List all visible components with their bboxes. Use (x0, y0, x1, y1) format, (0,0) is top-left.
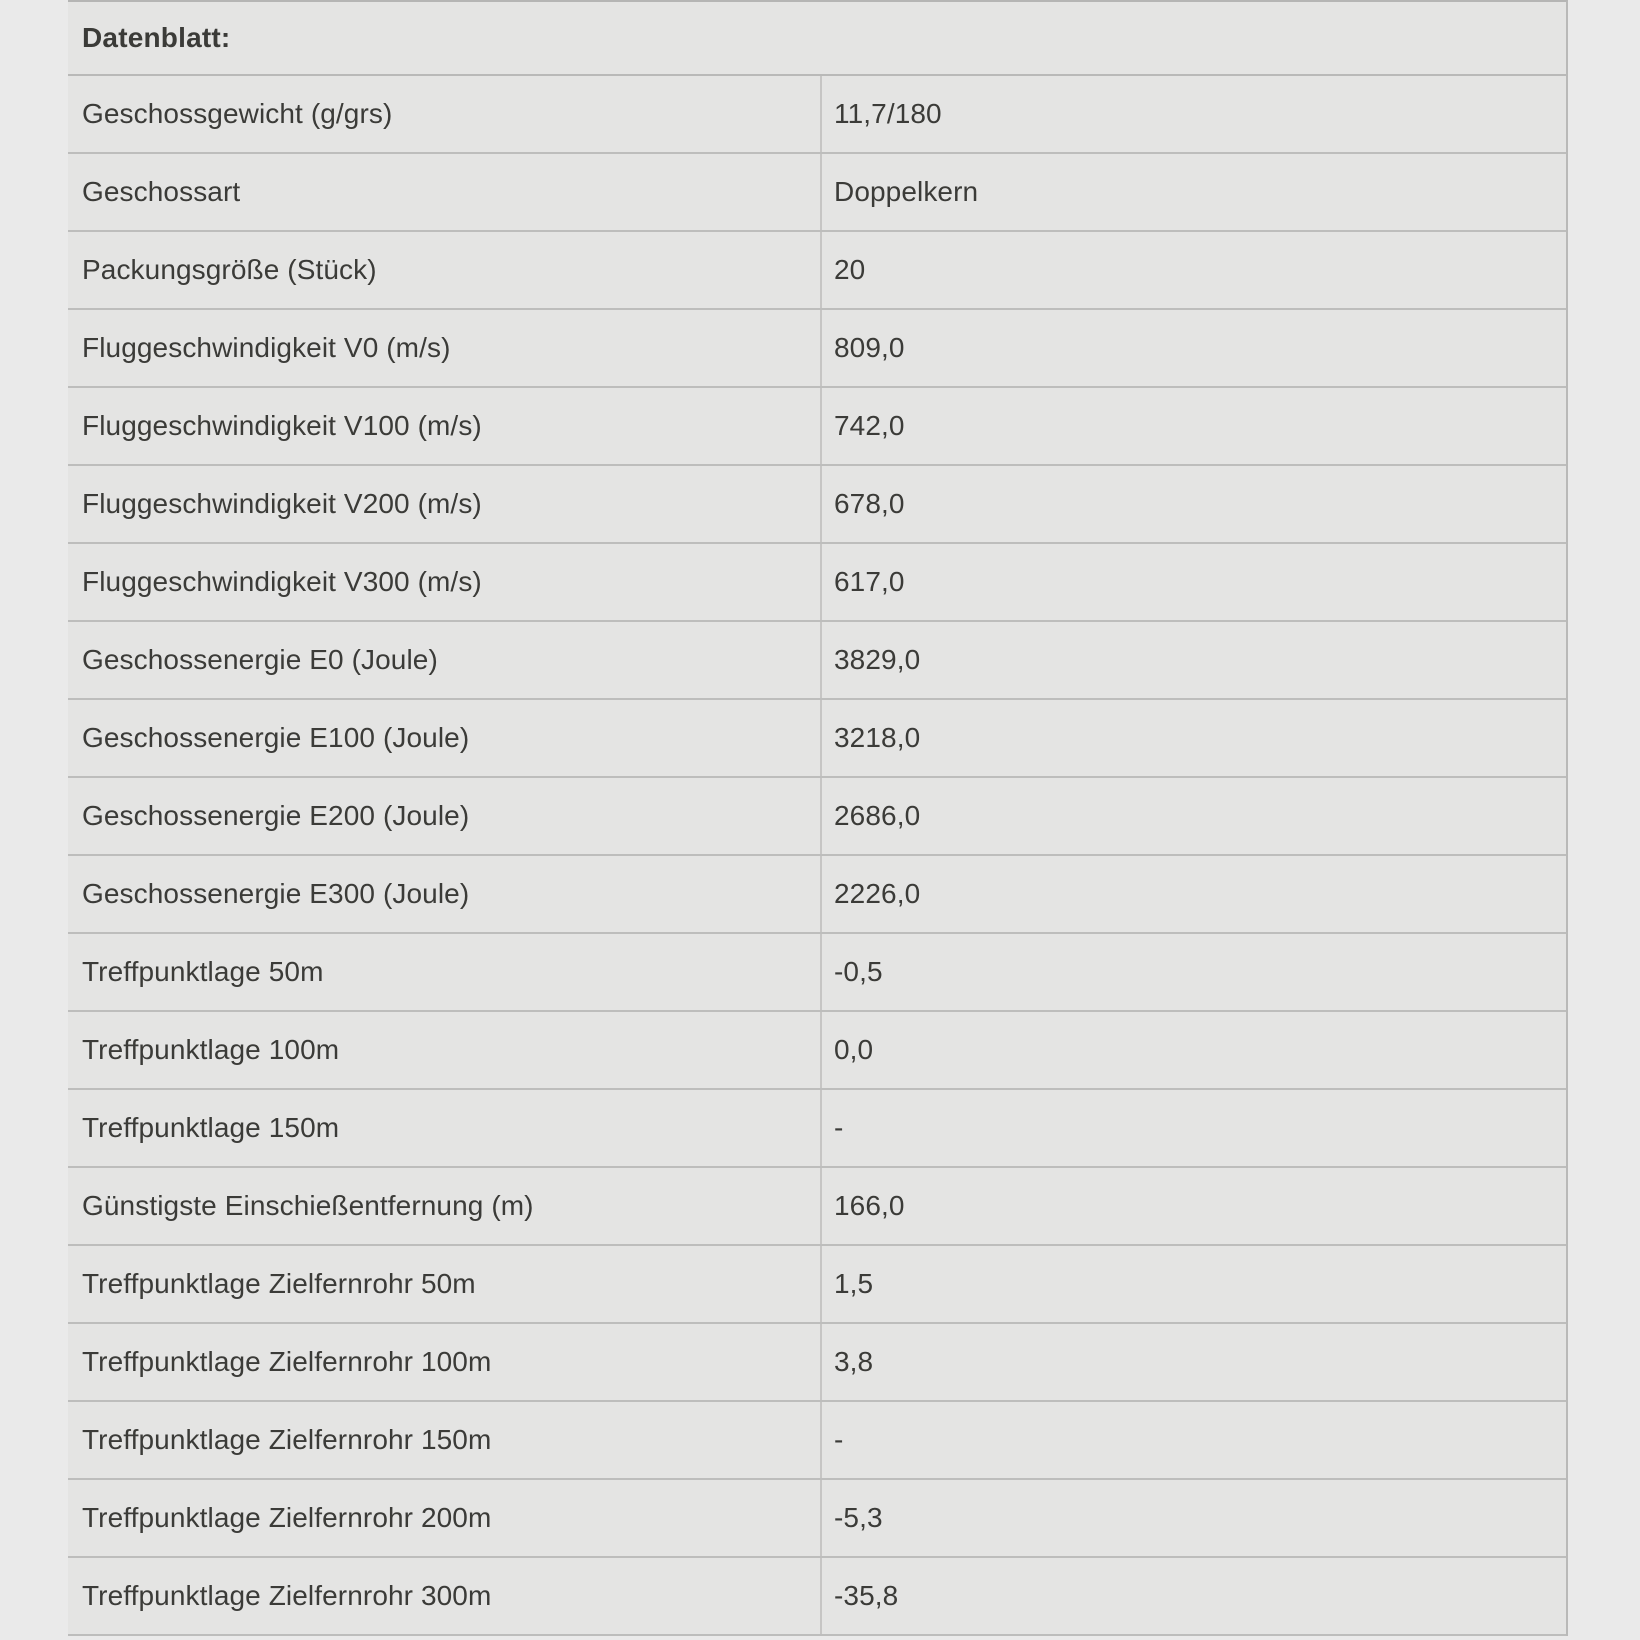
row-value: 809,0 (820, 310, 1566, 386)
table-row (68, 1402, 1566, 1480)
row-value: -0,5 (820, 934, 1566, 1010)
table-row (68, 934, 1566, 1012)
table-row (68, 700, 1566, 778)
datasheet-title: Datenblatt: (68, 2, 1566, 76)
datasheet-rows (68, 76, 1566, 1636)
table-row (68, 1090, 1566, 1168)
table-row (68, 1558, 1566, 1636)
row-value: 678,0 (820, 466, 1566, 542)
row-label: Packungsgröße (Stück) (82, 254, 377, 285)
row-value: 3218,0 (820, 700, 1566, 776)
row-label: Treffpunktlage 50m (82, 956, 324, 987)
row-label: Treffpunktlage Zielfernrohr 100m (82, 1346, 492, 1377)
row-label: Günstigste Einschießentfernung (m) (82, 1190, 534, 1221)
row-label: Fluggeschwindigkeit V300 (m/s) (82, 566, 482, 597)
table-row (68, 544, 1566, 622)
row-label: Treffpunktlage 150m (82, 1112, 340, 1143)
row-label: Treffpunktlage Zielfernrohr 300m (82, 1580, 492, 1611)
row-value: - (820, 1090, 1566, 1166)
row-value: 2226,0 (820, 856, 1566, 932)
row-label: Geschossgewicht (g/grs) (82, 98, 393, 129)
row-value: -35,8 (820, 1558, 1566, 1634)
row-value: Doppelkern (820, 154, 1566, 230)
row-value: 2686,0 (820, 778, 1566, 854)
table-row (68, 310, 1566, 388)
table-row (68, 1480, 1566, 1558)
table-row (68, 1012, 1566, 1090)
row-label: Geschossart (82, 176, 241, 207)
row-label: Fluggeschwindigkeit V0 (m/s) (82, 332, 451, 363)
row-value: 617,0 (820, 544, 1566, 620)
row-label: Geschossenergie E0 (Joule) (82, 644, 438, 675)
row-value: 166,0 (820, 1168, 1566, 1244)
row-value: 0,0 (820, 1012, 1566, 1088)
row-value: 20 (820, 232, 1566, 308)
row-value: 1,5 (820, 1246, 1566, 1322)
table-row (68, 622, 1566, 700)
table-row (68, 856, 1566, 934)
row-value: 3,8 (820, 1324, 1566, 1400)
row-value: 11,7/180 (820, 76, 1566, 152)
table-row (68, 466, 1566, 544)
table-row (68, 778, 1566, 856)
table-row (68, 154, 1566, 232)
row-label: Treffpunktlage Zielfernrohr 200m (82, 1502, 492, 1533)
row-value: 3829,0 (820, 622, 1566, 698)
row-label: Treffpunktlage Zielfernrohr 150m (82, 1424, 492, 1455)
row-label: Geschossenergie E300 (Joule) (82, 878, 470, 909)
row-label: Geschossenergie E100 (Joule) (82, 722, 470, 753)
row-label: Geschossenergie E200 (Joule) (82, 800, 470, 831)
datasheet-table (68, 0, 1568, 1636)
table-row (68, 232, 1566, 310)
table-row (68, 76, 1566, 154)
table-row (68, 388, 1566, 466)
row-label: Treffpunktlage Zielfernrohr 50m (82, 1268, 476, 1299)
row-value: - (820, 1402, 1566, 1478)
row-value: 742,0 (820, 388, 1566, 464)
row-label: Fluggeschwindigkeit V100 (m/s) (82, 410, 482, 441)
row-value: -5,3 (820, 1480, 1566, 1556)
table-row (68, 1168, 1566, 1246)
row-label: Treffpunktlage 100m (82, 1034, 340, 1065)
table-row (68, 1324, 1566, 1402)
table-row (68, 1246, 1566, 1324)
row-label: Fluggeschwindigkeit V200 (m/s) (82, 488, 482, 519)
